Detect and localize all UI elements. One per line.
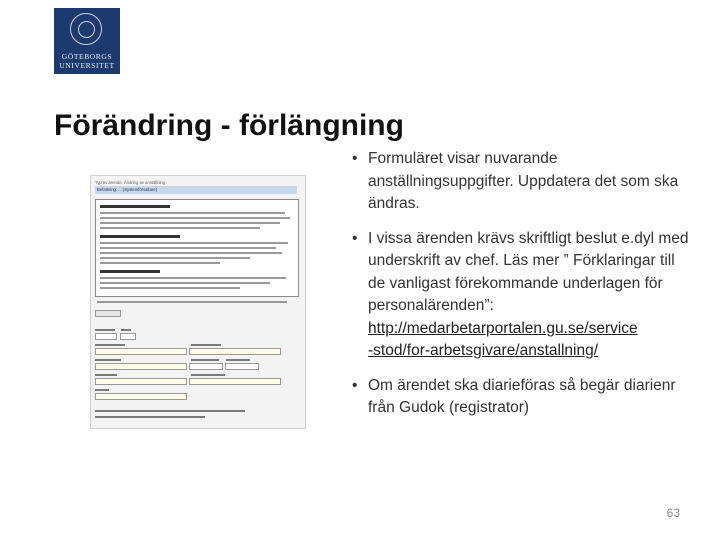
screenshot-instructions-box: [95, 199, 299, 297]
page-number: 63: [666, 506, 680, 520]
bullet-dot: •: [352, 376, 358, 394]
bullet-text: Formuläret visar nuvarande anställningsuppgifter. Uppdatera det som ska ändras.: [368, 150, 679, 212]
bullet-item: [352, 375, 692, 420]
screenshot-crumb: Typ av ärende: Ändring av anställning: [95, 180, 166, 185]
form-screenshot-image: [90, 175, 306, 429]
bullet-text: I vissa ärenden krävs skriftligt beslut e.dyl med underskrift av chef. Läs mer ” Förklaringar till de vanligast förekommande underlagen för personalärenden”:: [368, 229, 689, 314]
portal-link-line-1[interactable]: http://medarbetarportalen.gu.se/service: [368, 319, 638, 337]
slide-title: Förändring - förlängning: [54, 109, 404, 142]
bullet-dot: •: [352, 229, 358, 247]
screenshot-subtitle: Befattning: ... (Systemförvaltare): [95, 186, 297, 194]
portal-link-line-2[interactable]: -stod/for-arbetsgivare/anstallning/: [368, 342, 599, 359]
bullet-item: [352, 148, 692, 216]
bullet-dot: •: [352, 150, 358, 167]
university-logo: [54, 8, 120, 74]
logo-line-1: GÖTEBORGS: [61, 52, 113, 61]
screenshot-button: [95, 310, 121, 317]
bullet-text: Om ärendet ska diarieföras så begär diarienr från Gudok (registrator): [368, 376, 676, 416]
university-seal-icon: [70, 13, 102, 45]
bullet-item: [352, 228, 692, 363]
bullet-list: [352, 148, 692, 420]
logo-line-2: UNIVERSITET: [59, 61, 115, 70]
